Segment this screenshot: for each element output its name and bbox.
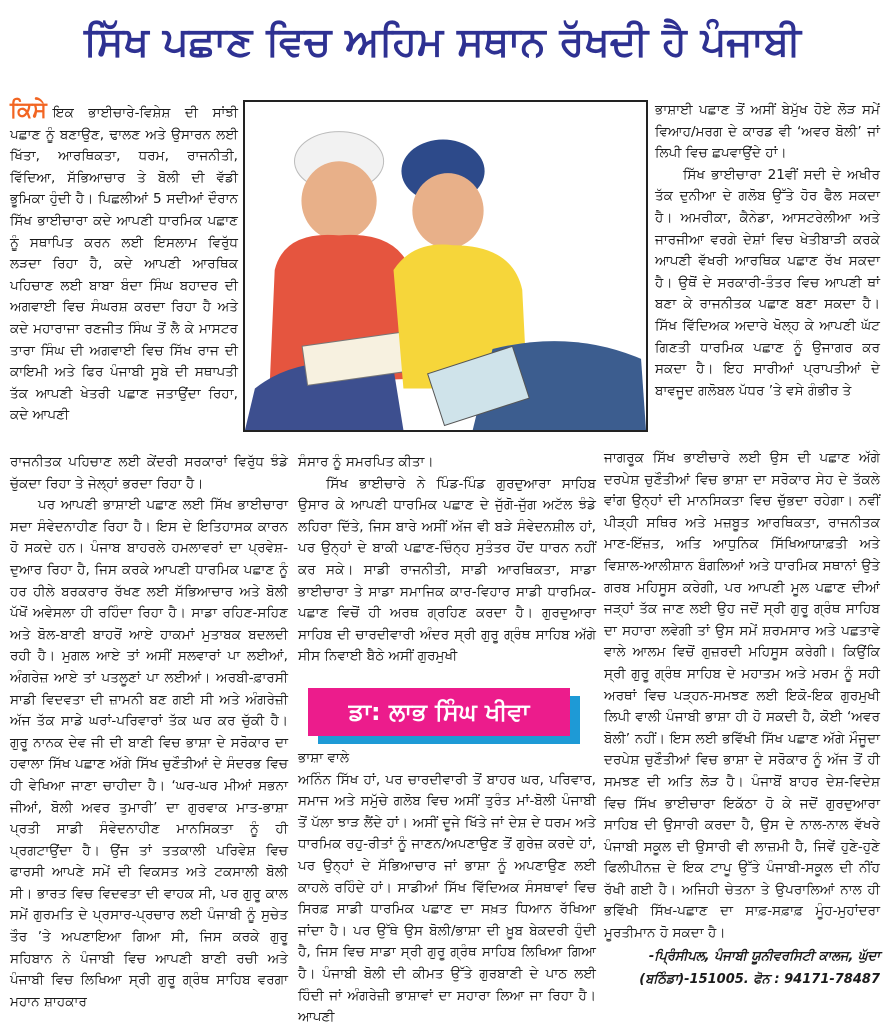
paragraph: ਸਿੱਖ ਭਾਈਚਾਰਾ 21ਵੀਂ ਸਦੀ ਦੇ ਅਖੀਰ ਤੱਕ ਦੁਨੀਆ ਦੇ ਗਲੋਬ ਉੱਤੇ ਹੋਰ ਫੈਲ ਸਕਦਾ ਹੈ। ਅਮਰੀਕਾ, ਕੈਨੇਡਾ, ਆਸਟਰੇਲੀਆ ਅਤੇ ਜਾਰਜੀਆ ਵਰਗੇ ਦੇਸ਼ਾਂ ਵਿਚ ਖੇਤੀਬਾੜੀ ਕਰਕੇ ਆਪਣੀ ਵੱਖਰੀ ਆਰਥਿਕ ਪਛਾਣ ਰੱਖ ਸਕਦਾ ਹੈ। ਉਥੋਂ ਦੇ ਸਰਕਾਰੀ-ਤੰਤਰ ਵਿਚ ਆਪਣੀ ਥਾਂ ਬਣਾ ਕੇ ਰਾਜਨੀਤਕ ਪਛਾਣ ਬਣਾ ਸਕਦਾ ਹੈ। ਸਿੱਖ ਵਿੱਦਿਅਕ ਅਦਾਰੇ ਖੋਲ੍ਹ ਕੇ ਆਪਣੀ ਘੱਟ ਗਿਣਤੀ ਧਾਰਮਿਕ ਪਛਾਣ ਨੂੰ ਉਜਾਗਰ ਕਰ ਸਕਦਾ ਹੈ। ਇਹ ਸਾਰੀਆਂ ਪ੍ਰਾਪਤੀਆਂ ਦੇ ਬਾਵਜੂਦ ਗਲੋਬਲ ਪੱਧਰ ’ਤੇ ਵਸੇ ਗੰਭੀਰ ਤੇ (655, 166, 880, 399)
paragraph: ਅਨਿੰਨ ਸਿੱਖ ਹਾਂ, ਪਰ ਚਾਰਦੀਵਾਰੀ ਤੋਂ ਬਾਹਰ ਘਰ, ਪਰਿਵਾਰ, ਸਮਾਜ ਅਤੇ ਸਮੁੱਚੇ ਗਲੋਬ ਵਿਚ ਅਸੀਂ ਤੁਰੰਤ ਮਾਂ-ਬੋਲੀ ਪੰਜਾਬੀ ਤੋਂ ਪੱਲਾ ਝਾੜ ਲੈਂਦੇ ਹਾਂ। ਅਸੀਂ ਦੂਜੇ ਖਿੱਤੇ ਜਾਂ ਦੇਸ਼ ਦੇ ਧਰਮ ਅਤੇ ਧਾਰਮਿਕ ਰਹੁ-ਰੀਤਾਂ ਨੂੰ ਜਾਣਨ/ਅਪਣਾਉਣ ਤੋਂ ਗੁਰੇਜ਼ ਕਰਦੇ ਹਾਂ, ਪਰ ਉਨ੍ਹਾਂ ਦੇ ਸੱਭਿਆਚਾਰ ਜਾਂ ਭਾਸ਼ਾ ਨੂੰ ਅਪਣਾਉਣ ਲਈ ਕਾਹਲੇ ਰਹਿੰਦੇ ਹਾਂ। ਸਾਡੀਆਂ ਸਿੱਖ ਵਿੱਦਿਅਕ ਸੰਸਥਾਵਾਂ ਵਿਚ ਸਿਰਫ਼ ਸਾਡੀ ਧਾਰਮਿਕ ਪਛਾਣ ਦਾ ਸਖ਼ਤ ਧਿਆਨ ਰੱਖਿਆ ਜਾਂਦਾ ਹੈ। ਪਰ ਉੱਥੇ ਉਸ ਬੋਲੀ/ਭਾਸ਼ਾ ਦੀ ਖ਼ੂਬ ਬੇਕਦਰੀ ਹੁੰਦੀ ਹੈ, ਜਿਸ ਵਿਚ ਸਾਡਾ ਸ੍ਰੀ ਗੁਰੂ ਗ੍ਰੰਥ ਸਾਹਿਬ ਲਿਖਿਆ ਗਿਆ ਹੈ। ਪੰਜਾਬੀ ਬੋਲੀ ਦੀ ਕੀਮਤ ਉੱਤੇ ਗੁਰਬਾਣੀ ਦੇ ਪਾਠ ਲਈ ਹਿੰਦੀ ਜਾਂ ਅੰਗਰੇਜ਼ੀ ਭਾਸ਼ਾਵਾਂ ਦਾ ਸਹਾਰਾ ਲਿਆ ਜਾ ਰਿਹਾ ਹੈ। ਆਪਣੀ (298, 771, 596, 1026)
paragraph: ਭਾਸ਼ਾਈ ਪਛਾਣ ਤੋਂ ਅਸੀਂ ਬੇਮੁੱਖ ਹੋਏ ਲੋੜ ਸਮੇਂ ਵਿਆਹ/ਮਰਗ ਦੇ ਕਾਰਡ ਵੀ ‘ਅਵਰ ਬੋਲੀ’ ਜਾਂ ਲਿਪੀ ਵਿਚ ਛਪਵਾਉਂਦੇ ਹਾਂ। (655, 102, 880, 162)
paragraph: ਭਾਸ਼ਾ ਵਾਲੇ (298, 750, 350, 766)
paragraph-text: ਇਕ ਭਾਈਚਾਰੇ-ਵਿਸ਼ੇਸ਼ ਦੀ ਸਾਂਝੀ ਪਛਾਣ ਨੂੰ ਬਣਾਉਣ, ਢਾਲਣ ਅਤੇ ਉਸਾਰਨ ਲਈ ਖਿੱਤਾ, ਆਰਥਿਕਤਾ, ਧਰਮ, ਰਾਜਨੀਤੀ, ਵਿੱਦਿਆ, ਸੱਭਿਆਚਾਰ ਤੇ ਬੋਲੀ ਦੀ ਵੱਡੀ ਭੂਮਿਕਾ ਹੁੰਦੀ ਹੈ। ਪਿਛਲੀਆਂ 5 ਸਦੀਆਂ ਦੌਰਾਨ ਸਿੱਖ ਭਾਈਚਾਰਾ ਕਦੇ ਆਪਣੀ ਧਾਰਮਿਕ ਪਛਾਣ ਨੂੰ ਸਥਾਪਿਤ ਕਰਨ ਲਈ ਇਸਲਾਮ ਵਿਰੁੱਧ ਲੜਦਾ ਰਿਹਾ ਹੈ, ਕਦੇ ਆਪਣੀ ਆਰਥਿਕ ਪਹਿਚਾਣ ਲਈ ਬਾਬਾ ਬੰਦਾ ਸਿੰਘ ਬਹਾਦਰ ਦੀ ਅਗਵਾਈ ਵਿਚ ਸੰਘਰਸ਼ ਕਰਦਾ ਰਿਹਾ ਹੈ ਅਤੇ ਕਦੇ ਮਹਾਰਾਜਾ ਰਣਜੀਤ ਸਿੰਘ ਤੋਂ ਲੈ ਕੇ ਮਾਸਟਰ ਤਾਰਾ ਸਿੰਘ ਦੀ ਅਗਵਾਈ ਵਿਚ ਸਿੱਖ ਰਾਜ ਦੀ ਕਾਇਮੀ ਅਤੇ ਫਿਰ ਪੰਜਾਬੀ ਸੂਬੇ ਦੀ ਸਥਾਪਤੀ ਤੱਕ ਆਪਣੀ ਖੇਤਰੀ ਪਛਾਣ ਜਤਾਉਂਦਾ ਰਿਹਾ, ਕਦੇ ਆਪਣੀ (10, 105, 238, 424)
headline: ਸਿੱਖ ਪਛਾਣ ਵਿਚ ਅਹਿਮ ਸਥਾਨ ਰੱਖਦੀ ਹੈ ਪੰਜਾਬੀ (84, 19, 801, 65)
paragraph: ਰਾਜਨੀਤਕ ਪਹਿਚਾਣ ਲਈ ਕੇਂਦਰੀ ਸਰਕਾਰਾਂ ਵਿਰੁੱਧ ਝੰਡੇ ਚੁੱਕਦਾ ਰਿਹਾ ਤੇ ਜੇਲ੍ਹਾਂ ਭਰਦਾ ਰਿਹਾ ਹੈ। (10, 454, 288, 492)
column-2-upper (298, 452, 596, 668)
column-1-lower (10, 452, 288, 1013)
column-3-lower (604, 448, 880, 991)
paragraph: ਸਿੱਖ ਭਾਈਚਾਰੇ ਨੇ ਪਿੰਡ-ਪਿੰਡ ਗੁਰਦੁਆਰਾ ਸਾਹਿਬ ਉਸਾਰ ਕੇ ਆਪਣੀ ਧਾਰਮਿਕ ਪਛਾਣ ਦੇ ਜੁੱਗੋ-ਜੁੱਗ ਅਟੱਲ ਝੰਡੇ ਲਹਿਰਾ ਦਿੱਤੇ, ਜਿਸ ਬਾਰੇ ਅਸੀਂ ਅੱਜ ਵੀ ਬੜੇ ਸੰਵੇਦਨਸ਼ੀਲ ਹਾਂ, ਪਰ ਉਨ੍ਹਾਂ ਦੇ ਬਾਕੀ ਪਛਾਣ-ਚਿੰਨ੍ਹ ਸੁਤੰਤਰ ਹੋਂਦ ਧਾਰਨ ਨਹੀਂ ਕਰ ਸਕੇ। ਸਾਡੀ ਰਾਜਨੀਤੀ, ਸਾਡੀ ਆਰਥਿਕਤਾ, ਸਾਡਾ ਭਾਈਚਾਰਾ ਤੇ ਸਾਡਾ ਸਮਾਜਿਕ ਕਾਰ-ਵਿਹਾਰ ਸਾਡੀ ਧਾਰਮਿਕ-ਪਛਾਣ ਵਿਚੋਂ ਹੀ ਅਰਥ ਗ੍ਰਹਿਣ ਕਰਦਾ ਹੈ। ਗੁਰਦੁਆਰਾ ਸਾਹਿਬ ਦੀ ਚਾਰਦੀਵਾਰੀ ਅੰਦਰ ਸ੍ਰੀ ਗੁਰੂ ਗ੍ਰੰਥ ਸਾਹਿਬ ਅੱਗੇ ਸੀਸ ਨਿਵਾਈ ਬੈਠੇ ਅਸੀਂ ਗੁਰਮੁਖੀ (298, 475, 596, 665)
boys-reading-image (245, 102, 646, 430)
dropcap-word: ਕਿਸੇ (10, 98, 47, 123)
column-2-lower (298, 748, 596, 1029)
column-1-upper (10, 100, 238, 427)
paragraph: ਪਰ ਆਪਣੀ ਭਾਸ਼ਾਈ ਪਛਾਣ ਲਈ ਸਿੱਖ ਭਾਈਚਾਰਾ ਸਦਾ ਸੰਵੇਦਨਾਹੀਣ ਰਿਹਾ ਹੈ। ਇਸ ਦੇ ਇਤਿਹਾਸਕ ਕਾਰਨ ਹੋ ਸਕਦੇ ਹਨ। ਪੰਜਾਬ ਬਾਹਰਲੇ ਹਮਲਾਵਰਾਂ ਦਾ ਪ੍ਰਵੇਸ਼-ਦੁਆਰ ਰਿਹਾ ਹੈ, ਜਿਸ ਕਰਕੇ ਆਪਣੀ ਧਾਰਮਿਕ ਪਛਾਣ ਨੂੰ ਹਰ ਹੀਲੇ ਬਰਕਰਾਰ ਰੱਖਣ ਲਈ ਸੱਭਿਆਚਾਰ ਅਤੇ ਬੋਲੀ ਪੱਖੋਂ ਅਵੇਸਲਾ ਹੀ ਰਹਿੰਦਾ ਰਿਹਾ ਹੈ। ਸਾਡਾ ਰਹਿਣ-ਸਹਿਣ ਅਤੇ ਬੋਲ-ਬਾਣੀ ਬਾਹਰੋਂ ਆਏ ਹਾਕਮਾਂ ਮੁਤਾਬਕ ਬਦਲਦੀ ਰਹੀ ਹੈ। ਮੁਗਲ ਆਏ ਤਾਂ ਅਸੀਂ ਸਲਵਾਰਾਂ ਪਾ ਲਈਆਂ, ਅੰਗਰੇਜ਼ ਆਏ ਤਾਂ ਪਤਲੂਣਾਂ ਪਾ ਲਈਆਂ। ਅਰਬੀ-ਫ਼ਾਰਸੀ ਸਾਡੀ ਵਿਦਵਤਾ ਦੀ ਜ਼ਾਮਨੀ ਬਣ ਗਈ ਸੀ ਅਤੇ ਅੰਗਰੇਜ਼ੀ ਅੱਜ ਤੱਕ ਸਾਡੇ ਘਰਾਂ-ਪਰਿਵਾਰਾਂ ਤੱਕ ਘਰ ਕਰ ਚੁੱਕੀ ਹੈ। ਗੁਰੂ ਨਾਨਕ ਦੇਵ ਜੀ ਦੀ ਬਾਣੀ ਵਿਚ ਭਾਸ਼ਾ ਦੇ ਸਰੋਕਾਰ ਦਾ ਹਵਾਲਾ ਸਿੱਖ ਪਛਾਣ ਅੱਗੇ ਸਿੱਖ ਚੁਣੌਤੀਆਂ ਦੇ ਸੰਦਰਭ ਵਿਚ ਹੀ ਵੇਖਿਆ ਜਾਣਾ ਚਾਹੀਦਾ ਹੈ। ‘ਘਰ-ਘਰ ਮੀਆਂ ਸਭਨਾ ਜੀਆਂ, ਬੋਲੀ ਅਵਰ ਤੁਮਾਰੀ’ ਦਾ ਗੁਰਵਾਕ ਮਾਤ-ਭਾਸ਼ਾ ਪ੍ਰਤੀ ਸਾਡੀ ਸੰਵੇਦਨਾਹੀਣ ਮਾਨਸਿਕਤਾ ਨੂੰ ਹੀ ਪ੍ਰਗਟਾਉਂਦਾ ਹੈ। ਉਂਜ ਤਾਂ ਤਤਕਾਲੀ ਪਰਿਵੇਸ਼ ਵਿਚ ਫਾਰਸੀ ਆਪਣੇ ਸਮੇਂ ਦੀ ਵਿਕਸਤ ਅਤੇ ਟਕਸਾਲੀ ਬੋਲੀ ਸੀ। ਭਾਰਤ ਵਿਚ ਵਿਦਵਤਾ ਦੀ ਵਾਹਕ ਸੀ, ਪਰ ਗੁਰੂ ਕਾਲ ਸਮੇਂ ਗੁਰਮਤਿ ਦੇ ਪ੍ਰਸਾਰ-ਪ੍ਰਚਾਰ ਲਈ ਪੰਜਾਬੀ ਨੂੰ ਸੁਚੇਤ ਤੌਰ ’ਤੇ ਅਪਣਾਇਆ ਗਿਆ ਸੀ, ਜਿਸ ਕਰਕੇ ਗੁਰੂ ਸਹਿਬਾਨ ਨੇ ਪੰਜਾਬੀ ਵਿਚ ਆਪਣੀ ਬਾਣੀ ਰਚੀ ਅਤੇ ਪੰਜਾਬੀ ਵਿਚ ਲਿਖਿਆ ਸ੍ਰੀ ਗੁਰੂ ਗ੍ਰੰਥ ਸਾਹਿਬ ਵਰਗਾ ਮਹਾਨ ਸ਼ਾਹਕਾਰ (10, 497, 288, 1010)
author-contact: (ਬਠਿੰਡਾ)-151005. ਫੋਨ : 94171-78487 (639, 971, 880, 987)
column-3-upper (655, 100, 880, 402)
illustration-boys-reading (243, 100, 648, 432)
paragraph (10, 100, 238, 427)
author-byline: ਡਾ: ਲਾਭ ਸਿੰਘ ਖੀਵਾ (308, 688, 570, 736)
author-designation: -ਪ੍ਰਿੰਸੀਪਲ, ਪੰਜਾਬੀ ਯੂਨੀਵਰਸਿਟੀ ਕਾਲਜ, ਘੁੱਦਾ (648, 948, 880, 964)
paragraph: ਜਾਗਰੂਕ ਸਿੱਖ ਭਾਈਚਾਰੇ ਲਈ ਉਸ ਦੀ ਪਛਾਣ ਅੱਗੇ ਦਰਪੇਸ਼ ਚੁਣੌਤੀਆਂ ਵਿਚ ਭਾਸ਼ਾ ਦਾ ਸਰੋਕਾਰ ਸੇਹ ਦੇ ਤੱਕਲੇ ਵਾਂਗ ਉਨ੍ਹਾਂ ਦੀ ਮਾਨਸਿਕਤਾ ਵਿਚ ਚੁੱਭਦਾ ਰਹੇਗਾ। ਨਵੀਂ ਪੀੜ੍ਹੀ ਸਥਿਰ ਅਤੇ ਮਜ਼ਬੂਤ ਆਰਥਿਕਤਾ, ਰਾਜਨੀਤਕ ਮਾਣ-ਇੱਜ਼ਤ, ਅਤਿ ਆਧੁਨਿਕ ਸਿੱਖਿਆਯਾਫ਼ਤੀ ਅਤੇ ਵਿਸ਼ਾਲ-ਆਲੀਸ਼ਾਨ ਬੰਗਲਿਆਂ ਅਤੇ ਧਾਰਮਿਕ ਸਥਾਨਾਂ ਉਤੇ ਗਰਬ ਮਹਿਸੂਸ ਕਰੇਗੀ, ਪਰ ਆਪਣੀ ਮੂਲ ਪਛਾਣ ਦੀਆਂ ਜੜ੍ਹਾਂ ਤੱਕ ਜਾਣ ਲਈ ਉਹ ਜਦੋਂ ਸ੍ਰੀ ਗੁਰੂ ਗ੍ਰੰਥ ਸਾਹਿਬ ਦਾ ਸਹਾਰਾ ਲਵੇਗੀ ਤਾਂ ਉਸ ਸਮੇਂ ਸ਼ਰਮਸਾਰ ਅਤੇ ਪਛਤਾਵੇ ਵਾਲੇ ਆਲਮ ਵਿਚੋਂ ਗੁਜ਼ਰਦੀ ਮਹਿਸੂਸ ਕਰੇਗੀ। ਕਿਉਂਕਿ ਸ੍ਰੀ ਗੁਰੂ ਗ੍ਰੰਥ ਸਾਹਿਬ ਦੇ ਮਹਾਤਮ ਅਤੇ ਮਰਮ ਨੂੰ ਸਹੀ ਅਰਥਾਂ ਵਿਚ ਪੜ੍ਹਨ-ਸਮਝਣ ਲਈ ਇਕੋ-ਇਕ ਗੁਰਮੁਖੀ ਲਿਪੀ ਵਾਲੀ ਪੰਜਾਬੀ ਭਾਸ਼ਾ ਹੀ ਹੋ ਸਕਦੀ ਹੈ, ਕੋਈ ‘ਅਵਰ ਬੋਲੀ’ ਨਹੀਂ। ਇਸ ਲਈ ਭਵਿੱਖੀ ਸਿੱਖ ਪਛਾਣ ਅੱਗੇ ਮੌਜੂਦਾ ਦਰਪੇਸ਼ ਚੁਣੌਤੀਆਂ ਵਿਚ ਭਾਸ਼ਾ ਦੇ ਸਰੋਕਾਰ ਨੂੰ ਅੱਜ ਤੋਂ ਹੀ ਸਮਝਣ ਦੀ ਅਤਿ ਲੋੜ ਹੈ। ਪੰਜਾਬੋਂ ਬਾਹਰ ਦੇਸ਼-ਵਿਦੇਸ਼ ਵਿਚ ਸਿੱਖ ਭਾਈਚਾਰਾ ਇਕੱਠਾ ਹੋ ਕੇ ਜਦੋਂ ਗੁਰਦੁਆਰਾ ਸਾਹਿਬ ਦੀ ਉਸਾਰੀ ਕਰਦਾ ਹੈ, ਉਸ ਦੇ ਨਾਲ-ਨਾਲ ਵੱਖਰੇ ਪੰਜਾਬੀ ਸਕੂਲ ਦੀ ਉਸਾਰੀ ਵੀ ਲਾਜ਼ਮੀ ਹੈ, ਜਿਵੇਂ ਹੁਣੇ-ਹੁਣੇ ਫਿਲੀਪੀਨਜ਼ ਦੇ ਇਕ ਟਾਪੂ ਉੱਤੇ ਪੰਜਾਬੀ-ਸਕੂਲ ਦੀ ਨੀਂਹ ਰੱਖੀ ਗਈ ਹੈ। ਅਜਿਹੀ ਚੇਤਨਾ ਤੇ ਉਪਰਾਲਿਆਂ ਨਾਲ ਹੀ ਭਵਿੱਖੀ ਸਿੱਖ-ਪਛਾਣ ਦਾ ਸਾਫ਼-ਸਫ਼ਾਫ਼ ਮੂੰਹ-ਮੁਹਾਂਦਰਾ ਮੂਰਤੀਮਾਨ ਹੋ ਸਕਦਾ ਹੈ। (604, 450, 880, 942)
paragraph: ਸੰਸਾਰ ਨੂੰ ਸਮਰਪਿਤ ਕੀਤਾ। (298, 454, 434, 470)
